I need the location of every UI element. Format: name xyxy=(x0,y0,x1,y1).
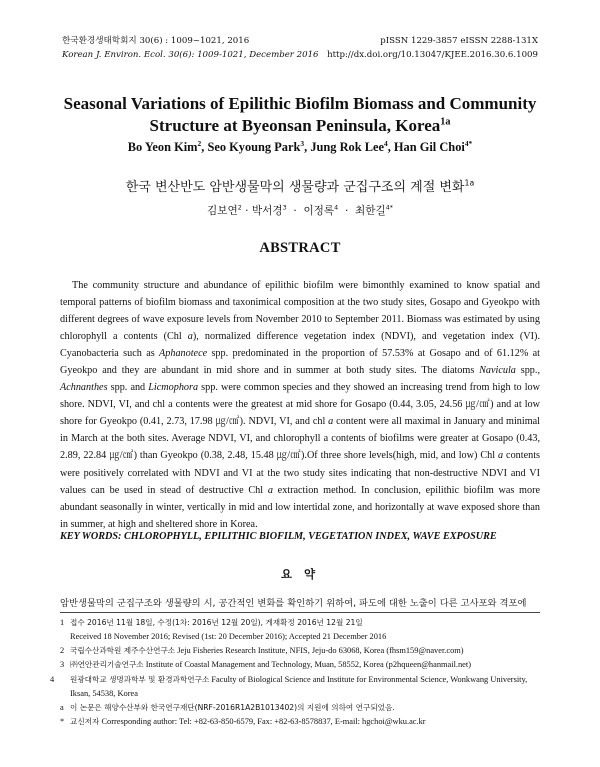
author-affil-mark: 2 xyxy=(197,138,202,148)
title-line-2: Structure at Byeonsan Peninsula, Korea$^{1a}$ xyxy=(149,116,451,135)
doi-link[interactable]: http://dx.doi.org/10.13047/KJEE.2016.30.6.1009 xyxy=(327,50,538,60)
author-name: Seo Kyoung Park xyxy=(207,140,301,154)
korean-author-list: 김보연$^2$ · 박서경$^3$ · 이정록$^4$ · 최한길$^{4*}$ xyxy=(207,204,393,217)
footnote-item: 2 국립수산과학원 제주수산연구소 Jeju Fisheries Research Institute, NFIS, Jeju-do 63068, Korea (fhsm159@naver.com) xyxy=(60,646,464,656)
author-affil-mark: 4* xyxy=(464,138,473,148)
title-line-1: Seasonal Variations of Epilithic Biofilm Biomass and Community xyxy=(63,94,537,113)
korean-title-mark: 1a xyxy=(464,178,475,188)
journal-header-left xyxy=(62,34,319,62)
footnote-item: 1 접수 2016년 11월 18일, 수정(1차: 2016년 12월 20일), 게재확정 2016년 12월 21일 xyxy=(60,618,363,627)
abstract-heading: ABSTRACT xyxy=(259,240,341,256)
footnote-item: 3 ㈜연안관리기술연구소 Institute of Coastal Management and Technology, Muan, 58552, Korea (p2hqueen@hanmail.net) xyxy=(60,660,472,670)
korean-author-name: 박서경 xyxy=(251,205,283,217)
paper-title xyxy=(40,93,560,137)
author-name: Jung Rok Lee xyxy=(310,140,384,154)
footnote-item: a 이 논문은 해양수산부와 한국연구재단(NRF-2016R1A2B1013402)의 지원에 의하여 연구되었음. xyxy=(60,702,395,712)
journal-korean-citation: 한국환경생태학회지 30(6) : 1009~1021, 2016 xyxy=(62,36,250,46)
author-list: Bo Yeon Kim$^2$, Seo Kyoung Park$^3$, Jung Rok Lee$^4$, Han Gil Choi$^{4*}$ xyxy=(127,138,473,154)
journal-english-citation: Korean J. Environ. Ecol. 30(6): 1009-1021, December 2016 xyxy=(62,50,319,60)
footnote-item-english: Received 18 November 2016; Revised (1st: 20 December 2016); Accepted 21 December 2016 xyxy=(70,632,387,642)
footnote-divider xyxy=(60,612,540,613)
title-footnote-mark: 1a xyxy=(440,116,451,128)
korean-author-name: 김보연 xyxy=(207,205,238,217)
keywords-line: KEY WORDS: CHLOROPHYLL, EPILITHIC BIOFILM, VEGETATION INDEX, WAVE EXPOSURE xyxy=(60,531,497,542)
abstract-body: The community structure and abundance of epilithic biofilm were bimonthly examined to know spatial and temporal patterns of biofilm biomass and taxonimical composition at the two study sites, Gosapo and Gyeokpo with different degrees of wave exposure levels from November 2010 to September 2011. Biomass was estimated by using chlorophyll a contents (Chl a), normalized difference vegetation index (NDVI), and vegetation index (VI). Cyanobacteria such as Aphanotece spp. predominated in the proportion of 57.53% at Gosapo and of 61.12% at Gyeokpo and they are abundant in mid shore and in summer at both study sites. The diatoms Navicula spp., Achnanthes spp. and Licmophora spp. were common species and they showed an increasing trend from high to low shore. NDVI, VI, and chl a contents were the greatest at mid shore for Gosapo (0.44, 3.05, 24.56 ㎍/㎠) and at low shore for Gyeokpo (0.41, 2.73, 17.98 ㎍/㎠). NDVI, VI, and chl a content were all maximal in January and minimal in March at the both sites. Average NDVI, VI, and chlorophyll a contents of biofilms were greater at Gosapo (0.43, 2.89, 22.84 ㎍/㎠) than Gyeokpo (0.38, 2.48, 15.48 ㎍/㎠).Of three shore levels(high, mid, and low) Chl a contents were positively correlated with NDVI and VI at the two study sites indicating that non-destructive NDVI and VI values can be used in stead of destructive Chl a extraction method. In conclusion, epilithic biofilm was more abundant seasonally in winter, vertically in mid and low intertidal zone, and horizontally at wave exposed shore than in summer, at high and sheltered shore in Korea. xyxy=(60,280,541,530)
author-affil-mark: 4 xyxy=(383,138,388,148)
korean-author-name: 최한길 xyxy=(355,205,386,217)
footnote-item: 4 원광대학교 생명과학부 및 환경과학연구소 Faculty of Biological Science and Institute for Environmental Science, Wonkwang University, Iksan, 54538, Korea xyxy=(50,674,528,698)
author-name: Han Gil Choi xyxy=(393,140,465,154)
footnotes xyxy=(50,616,540,729)
footnote-item: * 교신저자 Corresponding author: Tel: +82-63-850-6579, Fax: +82-63-8578837, E-mail: hgchoi@wku.ac.kr xyxy=(60,717,426,727)
journal-header-right xyxy=(327,34,538,62)
korean-author-name: 이정록 xyxy=(303,205,335,217)
korean-abstract-first-line: 암반생물막의 군집구조와 생물량의 시, 공간적인 변화를 확인하기 위하여, 파도에 대한 노출이 다른 고사포와 격포에 xyxy=(60,598,527,609)
issn-line: pISSN 1229-3857 eISSN 2288-131X xyxy=(380,36,538,46)
korean-title: 한국 변산반도 암반생물막의 생물량과 군집구조의 계절 변화$^{1a}$ xyxy=(125,178,475,195)
author-name: Bo Yeon Kim xyxy=(127,140,198,154)
author-affil-mark: 3 xyxy=(300,138,305,148)
korean-abstract-heading: 요 약 xyxy=(280,567,320,581)
